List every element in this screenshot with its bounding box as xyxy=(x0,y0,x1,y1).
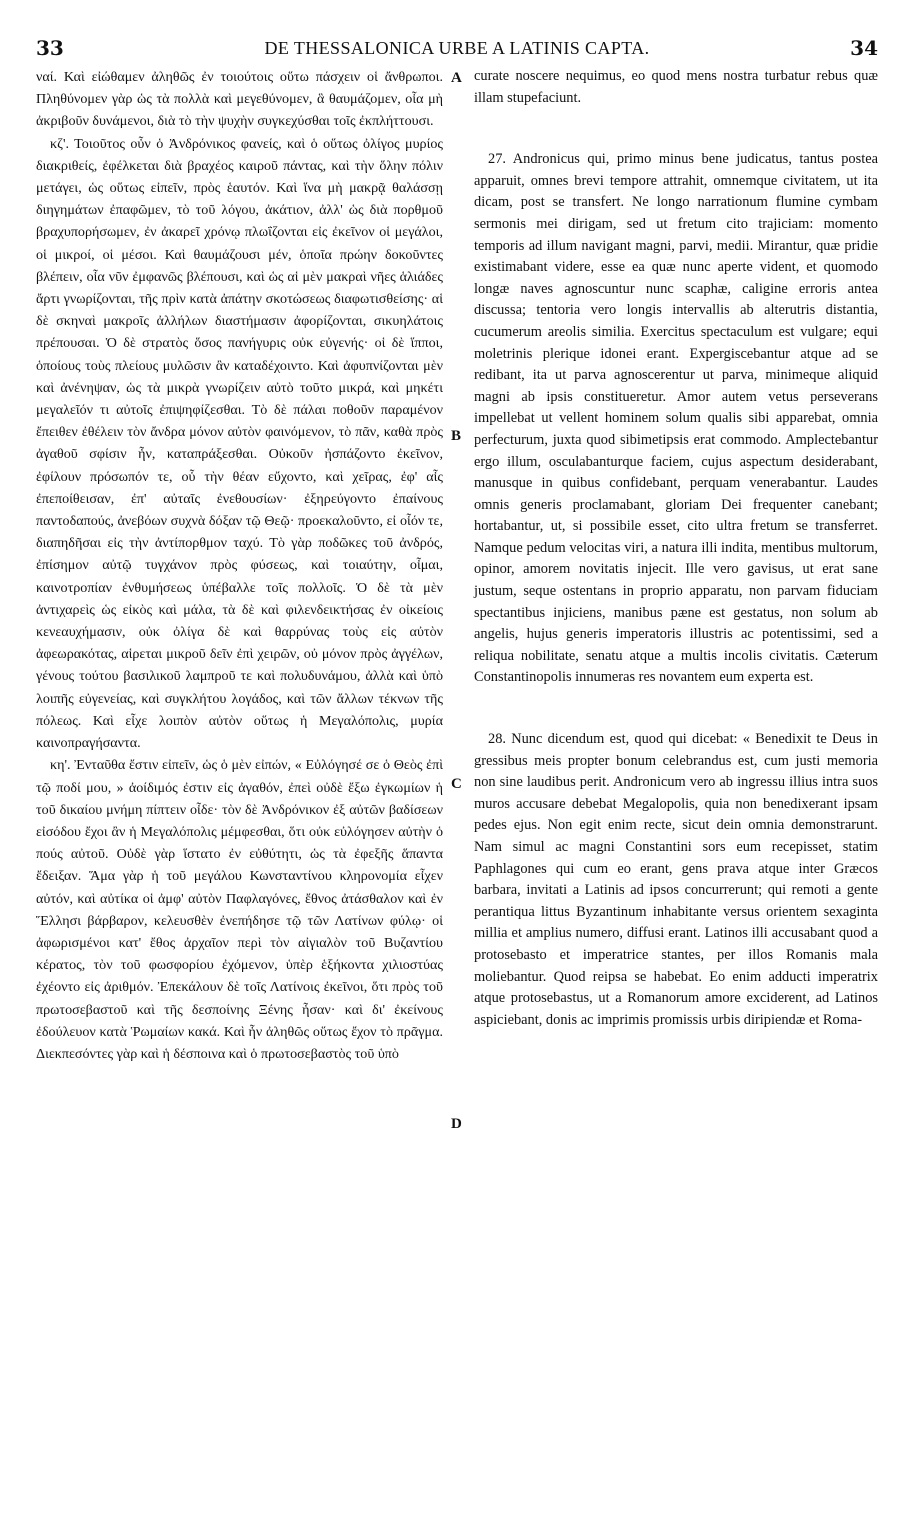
running-header xyxy=(36,36,878,64)
page-number-right: 34 xyxy=(850,36,878,60)
latin-section-27: 27. Andronicus qui, primo minus bene judicatus, tantus postea apparuit, omnes brevi tempore attrahit, omnemque civitatem, ut ita dicam, post se transfert. Ne longo narrationum flumine cymbam sermonis mei dirigam, sed ut fretum cito trajiciam: momento temporis ad illum navigant magni, parvi, medii. Mirantur, quæ pridie existimabant videre, esse ea quæ nunc aperte vident, et quomodo longæ naves agnoscuntur nunc scaphæ, caligine erroris antea discussa; tentoria vero longis intervallis ab alterutris distantia, cucumerum areolis similia. Exercitus spectaculum est vulgare; equi moletrinis plerique idonei erant. Expergiscebantur atque ad se redibant, ita ut parva agnoscerentur ut parva, minimeque aliquid magni ab ipsis constitueretur. Amor autem vetus perseverans impellebat ut vellent hominem solum qualis sibi apparebat, omnia perfecturum, juxta quod sibimetipsis erat commodo. Amplectebantur ergo illum, osculabanturque faciem, cujus aspectum desiderabant, manusque in quibus confidebant, perquam venerabantur. Laudes omnis generis proclamabant, gloriam Dei frequenter canebant; hortabantur, ut, si possibile esset, cito ultra fretum se transferret. Namque pedum velocitas viri, a natura illi indita, mentibus multorum, opinor, amorem novitatis injecit. Ille vero gavisus, ut erat sane justum, seque ostentans in proprio apparatu, non parvam fiduciam spectantibus injiciens, manibus pæne est gestatus, non solum ab angelis, hujus generis imperatoris illustris ac potentissimi, sed a reliqua nobilitate, senatu atque a multis incolis civitatis. Cæterum Constantinopolis innumeras res novantem eum experta est. xyxy=(474,151,878,686)
running-title: DE THESSALONICA URBE A LATINIS CAPTA. xyxy=(264,38,650,58)
margin-letter-d: D xyxy=(451,1116,462,1132)
latin-paragraph-continuation: curate noscere nequimus, eo quod mens nostra turbatur rebus quæ illam stupefaciunt. xyxy=(474,68,878,106)
greek-section-27: κζ'. Τοιοῦτος οὖν ὁ Ἀνδρόνικος φανείς, καὶ ὁ οὕτως ὀλίγος μυρίος διακριθείς, ἐφέλκεται διὰ βραχέος καιροῦ πάντας, καὶ τὴν ὅλην πόλιν μετάγει, ὡς οὕτως εἰπεῖν, πρὸς ἑαυτόν. Καὶ ἵνα μὴ μακρᾷ θαλάσσῃ διηγημάτων ἐπαφῶμεν, τὸ τοῦ λόγου, ἀκάτιον, ἀλλ' ὡς διὰ πορθμοῦ βραχυπορήσωμεν, ἐν ἀκαρεῖ χρόνῳ πλωΐζονται εἰς ἐκεῖνον οἱ μεγάλοι, οἱ μικροί, οἱ μέσοι. Καὶ θαυμάζουσι μέν, ὁποῖα πρώην δοκοῦντες βλέπειν, οἷα νῦν ἐμφανῶς βλέπουσι, καὶ ὡς αἱ μὲν μακραὶ νῆες ἁλιάδες ἄρτι γνωρίζονται, τῆς πρὶν κατὰ ἀπάτην σκοτώσεως διαφωτισθείσης· αἱ δὲ σκηναὶ μακροῖς ἀλλήλων διαστήμασιν ἀφορίζονται, σικυηλάτοις πρέπουσαι. Ὁ δὲ στρατὸς ὅσος πανήγυρις οὐκ εὐγενής· οἱ δὲ ἵπποι, ὁποίους τοὺς πλείους μυλῶσιν ἂν καταδέχοιντο. Καὶ ἀφυπνίζονται μὲν καὶ ἀνένηψαν, ὡς τὰ μικρὰ γνωρίζειν αὐτὸ τοῦτο μικρά, καὶ μηκέτι μεγαλεῖόν τι αὐτοῖς ἐπιψηφίζεσθαι. Τὸ δὲ πάλαι ποθοῦν παραμένον ἔπειθεν ἐθέλειν τὸν ἄνδρα μόνον αὐτὸν φαινόμενον, τὸ πᾶν, καθὰ πρὸς ἀγαθοῦ σφίσιν ἦν, καταπράξεσθαι. Οὐκοῦν ἠσπάζοντο ἐκεῖνον, ἐφίλουν πρόσωπόν τε, οὗ τὴν θέαν εὔχοντο, καὶ χεῖρας, ἐφ' αἷς ἐπεποίθεισαν, ἐπ' αὐταῖς ἐνεθουσίων· ἐξηρεύγοντο ἐπαίνους παντοδαπούς, ἀνεβόων συχνὰ δόξαν τῷ Θεῷ· προεκαλοῦντο, εἰ οἷόν τε, διαπηδῆσαι εἰς τὴν ἀντίπορθμον ταχύ. Τὸ γὰρ ποδῶκες τοῦ ἀνδρός, ἐπίσημον αὐτῷ τυγχάνον πρὸς φύσεως, καὶ τοιαύτην, οἶμαι, καινοτροπίαν ἐνθυμήσεως ὑπέβαλλε τοῖς πολλοῖς. Ὁ δὲ τὰ μὲν ἀντιχαρεὶς ὡς εἰκὸς καὶ μάλα, τὰ δὲ καὶ φιλενδεικτήσας ἐν οἰκείοις κενεαυχήμασιν, οὐκ ὀλίγα δὲ καὶ θαρρύνας τοὺς εἰς αὐτὸν ἀφεωρακότας, αἱρεται μικροῦ δεῖν ἐπὶ χειρῶν, οὐ μόνον πρὸς ἀγγέλων, γένους τούτου βασιλικοῦ λαμπροῦ τε καὶ πολυδυνάμου, ἀλλὰ καὶ ὑπὸ λοιπῆς εὐγενείας, καὶ συγκλήτου λογάδος, καὶ τῶν ἄλλων τέκνων τῆς πόλεως. Καὶ εἶχε λοιπὸν αὐτὸν οὕτως ἡ Μεγαλόπολις, μυρία καινοπραγήσαντα. xyxy=(36,135,443,752)
latin-section-28: 28. Nunc dicendum est, quod qui dicebat: « Benedixit te Deus in gressibus meis propter bonum celebrandus est, cum justi memoria non sine laudibus perit. Andronicum vero ab ingressu illius intra suos muros accusare debebat Megalopolis, quia non benedixerant ipsam pedes ejus. Non egit enim recte, sicut dein omnia demonstrarunt. Nam simul ac magni Constantini sors eum recepisset, statim Paphlagones qui cum eo erant, gens prava atque inter Græcos barbara, invitati a Latinis ad ipsos concurrerunt; qui remoti a gente perantiqua littus Byzantinum inhabitante versus orientem sexaginta millia et amplius numero, diffusi erant. Latinos illi accusabant quod a protosebasto et imperatrice stantes, per illos Romanis mala moliebantur. Quod reipsa se habebat. Eo enim adducti imperatrix atque protosebastus, ut a Romanorum amore exciderent, ad Latinos aspiciebant, donis ac imprimis promissis urbis diripiendæ et Roma- xyxy=(474,731,878,1028)
greek-column xyxy=(36,66,443,1065)
margin-letter-a: A xyxy=(451,70,462,86)
margin-letter-b: B xyxy=(451,428,462,444)
page-number-left: 33 xyxy=(36,36,64,60)
latin-column xyxy=(474,66,878,1031)
greek-section-28: κη'. Ἐνταῦθα ἔστιν εἰπεῖν, ὡς ὁ μὲν εἰπών, « Εὐλόγησέ σε ὁ Θεὸς ἐπὶ τῷ ποδί μου, » ἀοίδιμός ἐστιν εἰς ἀγαθόν, ἐπεὶ οὐδὲ ἔξω ἐγκωμίων ἡ τοῦ δικαίου μνήμη πίπτειν οἶδε· τὸν δὲ Ἀνδρόνικον ἐξ αὐτῶν βαδίσεων εἰσόδου ἔχοι ἂν ἡ Μεγαλόπολις μέμφεσθαι, ὅτι οὐκ εὐλόγησεν αὐτὴν ὁ πούς αὐτοῦ. Οὐδὲ γὰρ ἵστατο ἐν εὐθύτητι, ὡς τὰ ἐφεξῆς ἅπαντα ἔδειξαν. Ἅμα γὰρ ἡ τοῦ μεγάλου Κωνσταντίνου κληρονομία εἶχεν αὐτόν, καὶ αὐτίκα οἱ ἀμφ' αὐτὸν Παφλαγόνες, ἔθνος ἀτάσθαλον καὶ ἐν Ἕλλησι βάρβαρον, κελευσθὲν ἐνεπήδησε τῷ τῶν Λατίνων φύλῳ· οἱ ἀφωρισμένοι κατ' ἔθος ἀρχαῖον περὶ τὸν αἰγιαλὸν τοῦ Βυζαντίου κέρατος, τὸν τοῦ φωσφορίου ἐχόμενον, ὑπὲρ ἑξήκοντα χιλιοστύας ἐχέοντο εἰς ἀριθμόν. Ἐπεκάλουν δὲ τοῖς Λατίνοις ἐκεῖνοι, ὅτι πρὸς τοῦ πρωτοσεβαστοῦ καὶ τῆς δεσποίνης Ξένης ἦσαν· καὶ δι' ἐκείνους ἐδούλευον κατὰ Ῥωμαίων κακά. Καὶ ἦν ἀληθῶς οὕτως ἔχον τὸ πρᾶγμα. Διεκπεσόντες γὰρ καὶ ἡ δέσποινα καὶ ὁ πρωτοσεβαστὸς τοῦ ὑπὸ xyxy=(36,757,443,1062)
margin-letter-c: C xyxy=(451,776,462,792)
greek-paragraph-continuation: ναί. Καὶ εἰώθαμεν ἀληθῶς ἐν τοιούτοις οὕτω πάσχειν οἱ ἄνθρωποι. Πληθύνομεν γὰρ ὡς τὰ πολλὰ καὶ μεγεθύνομεν, ἃ θαυμάζομεν, οἷα μὴ ἀκριβοῦν δυνάμενοι, διὰ τὸ τὴν ψυχὴν συγκεχύσθαι τοῖς ἐκπλήττουσι. xyxy=(36,69,443,130)
